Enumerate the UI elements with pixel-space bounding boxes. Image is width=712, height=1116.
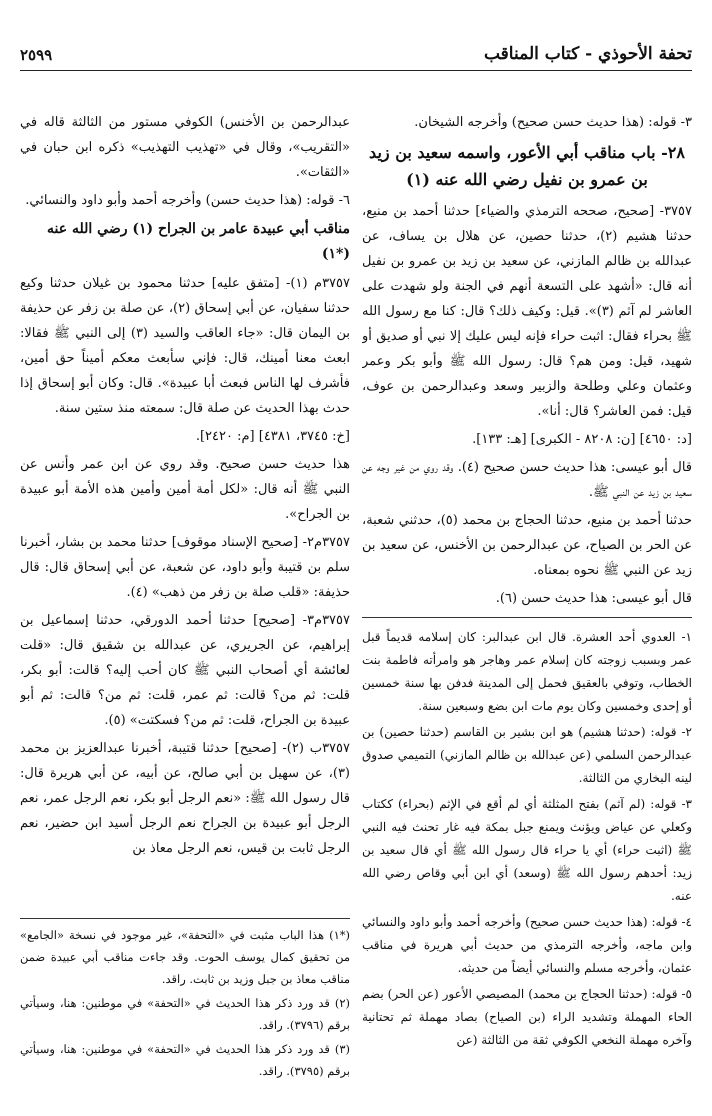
commentary-note: ٢- قوله: (حدثنا هشيم) هو ابن بشير بن القاسم (حدثنا حصين) بن عبدالرحمن السلمي (عن عبدالله بن ظالم المازني) التميمي صدوق لينه البخاري من الثالثة. (362, 725, 692, 785)
right-column (362, 110, 692, 1110)
footnotes (20, 924, 350, 1084)
hadith-text: ٣٧٥٧ب (٢)- [صحيح] حدثنا قتيبة، أخبرنا عبدالعزيز بن محمد (٣)، عن سهيل بن أبي صالح، عن أبيه، عن أبي هريرة قال: قال رسول الله ﷺ: «نعم الرجل أبو بكر، نعم الرجل عمر، نعم الرجل أبو عبيدة بن الجراح نعم الرجل أسيد ابن حضير، نعم الرجل ثابت بن قيس، نعم الرجل معاذ بن (20, 741, 350, 856)
footnote: (٢) قد ورد ذكر هذا الحديث في «التحفة» في موطنين: هنا، وسيأتي برقم (٣٧٩٦). راقد. (20, 996, 350, 1032)
hadith-text: ٣٧٥٧م (١)- [متفق عليه] حدثنا محمود بن غيلان حدثنا وكيع حدثنا سفيان، عن أبي إسحاق (٢)، عن صلة بن زفر عن حذيفة بن اليمان قال: «جاء العاقب والسيد (٣) إلى النبي ﷺ فقالا: ابعث معنا أمينك، قال: فإني سأبعث معكم أميناً حق أمين، فأشرف لها الناس فبعث أبا عبيدة». قال: وكان أبو إسحاق إذا حدث بهذا الحديث عن صلة قال: سمعته منذ ستين سنة. (20, 276, 350, 416)
paragraph: هذا حديث حسن صحيح. وقد روي عن ابن عمر وأنس عن النبي ﷺ أنه قال: «لكل أمة أمين وأمين هذه الأمة أبو عبيدة بن الجراح». (20, 457, 350, 522)
paragraph: عبدالرحمن بن الأخنس) الكوفي مستور من الثالثة قاله في «التقريب»، وقال في «تهذيب التهذيب» ذكره ابن حبان في «الثقات». (20, 115, 350, 180)
footnote-divider (20, 918, 350, 919)
left-column (20, 110, 350, 910)
paragraph: حدثنا أحمد بن منيع، حدثنا الحجاج بن محمد (٥)، حدثني شعبة، عن الحر بن الصياح، عن عبدالرحمن بن الأخنس، عن سعيد بن زيد عن النبي ﷺ نحوه بمعناه. (362, 513, 692, 578)
paragraph: ٦- قوله: (هذا حديث حسن) وأخرجه أحمد وأبو داود والنسائي. (25, 193, 350, 208)
chapter-heading: ٢٨- باب مناقب أبي الأعور، واسمه سعيد بن زيد بن عمرو بن نفيل رضي الله عنه (١) (369, 143, 685, 189)
page-number: ٢٥٩٩ (20, 46, 53, 64)
paragraph: قال أبو عيسى: هذا حديث حسن صحيح (٤). وقد روي من غير وجه عن سعيد بن زيد عن النبي ﷺ. (362, 460, 692, 500)
commentary-note: ٥- قوله: (حدثنا الحجاج بن محمد) المصيصي الأعور (عن الحر) بضم الحاء المهملة وتشديد الراء (بن الصياح) بصاد مهملة ثم تحتانية وآخره مهملة النخعي الكوفي ثقة من الثالثة (عن (362, 987, 692, 1047)
paragraph: ٣- قوله: (هذا حديث حسن صحيح) وأخرجه الشيخان. (414, 115, 692, 130)
running-title: تحفة الأحوذي - كتاب المناقب (483, 44, 692, 64)
hadith-text: ٣٧٥٧- [صحيح، صححه الترمذي والضياء] حدثنا أحمد بن منيع، حدثنا هشيم (٢)، حدثنا حصين، عن هلال بن يساف، عن عبدالله بن ظالم المازني، عن سعيد بن زيد بن عمرو بن نفيل أنه قال: «أشهد على التسعة أنهم في الجنة ولو شهدت على العاشر لم آثم (٣)». قيل: وكيف ذلك؟ قال: كنا مع رسول الله ﷺ بحراء فقال: اثبت حراء فإنه ليس عليك إلا نبي أو صديق أو شهيد، قيل: ومن هم؟ قال: رسول الله ﷺ وأبو بكر وعمر وعثمان وعلي وطلحة والزبير وسعد وعبدالرحمن بن عوف، قيل: فمن العاشر؟ قال: أنا». (362, 204, 692, 419)
hadith-text: ٣٧٥٧م٢- [صحيح الإسناد موقوف] حدثنا محمد بن بشار، أخبرنا سلم بن قتيبة وأبو داود، عن شعبة، عن أبي إسحاق قال: قال حذيفة: «قلب صلة بن زفر من ذهب» (٤). (20, 535, 350, 600)
commentary-divider (362, 617, 692, 618)
footnote: (*١) هذا الباب مثبت في «التحفة»، غير موجود في نسخة «الجامع» من تحقيق كمال يوسف الحوت. وقد جاءت مناقب أبي عبيدة ضمن مناقب معاذ بن جبل وزيد بن ثابت. راقد. (20, 928, 350, 986)
page-header (20, 40, 692, 71)
footnote: (٣) قد ورد ذكر هذا الحديث في «التحفة» في موطنين: هنا، وسيأتي برقم (٣٧٩٥). راقد. (20, 1042, 350, 1078)
paragraph: قال أبو عيسى: هذا حديث حسن (٦). (495, 591, 692, 606)
hadith-text: ٣٧٥٧م٣- [صحيح] حدثنا أحمد الدورقي، حدثنا إسماعيل بن إبراهيم، عن الجريري، عن عبدالله بن شقيق قال: «قلت لعائشة أي أصحاب النبي ﷺ كان أحب إليه؟ قالت: أبو بكر، قلت: ثم من؟ قالت: ثم عمر، قلت: ثم من؟ قالت: ثم أبو عبيدة بن الجراح، قلت: ثم من؟ فسكتت» (٥). (20, 613, 350, 728)
hadith-reference: [خ: ٣٧٤٥، ٤٣٨١] [م: ٢٤٢٠]. (195, 429, 350, 444)
commentary-note: ٣- قوله: (لم آثم) بفتح المثلثة أي لم أقع في الإثم (بحراء) ككتاب وكعلي عن عياض ويؤنث ويمنع جبل بمكة فيه غار تحنث فيه النبي ﷺ (اثبت حراء) أي يا حراء قال رسول الله ﷺ أي قال سعيد بن زيد: أحدهم رسول الله ﷺ (وسعد) أي ابن أبي وقاص رضي الله عنه. (362, 797, 692, 903)
commentary-note: ١- العدوي أحد العشرة. قال ابن عبدالبر: كان إسلامه قديماً قبل عمر وبسبب زوجته كان إسلام عمر وهاجر هو وامرأته فاطمة بنت الخطاب، وتوفي بالعقيق فحمل إلى المدينة فدفن بها سنة خمسين أو إحدى وخمسين وكان يوم مات ابن بضع وسبعين سنة. (362, 630, 692, 713)
commentary-note: ٤- قوله: (هذا حديث حسن صحيح) وأخرجه أحمد وأبو داود والنسائي وابن ماجه، وأخرجه الترمذي من حديث أبي هريرة في مناقب عثمان، وأخرجه مسلم والنسائي أيضاً من حديثه. (362, 915, 692, 975)
hadith-reference: [د: ٤٦٥٠] [ن: ٨٢٠٨ - الكبرى] [هـ: ١٣٣]. (472, 432, 692, 447)
section-heading: مناقب أبي عبيدة عامر بن الجراح (١) رضي الله عنه (*١) (47, 221, 350, 262)
